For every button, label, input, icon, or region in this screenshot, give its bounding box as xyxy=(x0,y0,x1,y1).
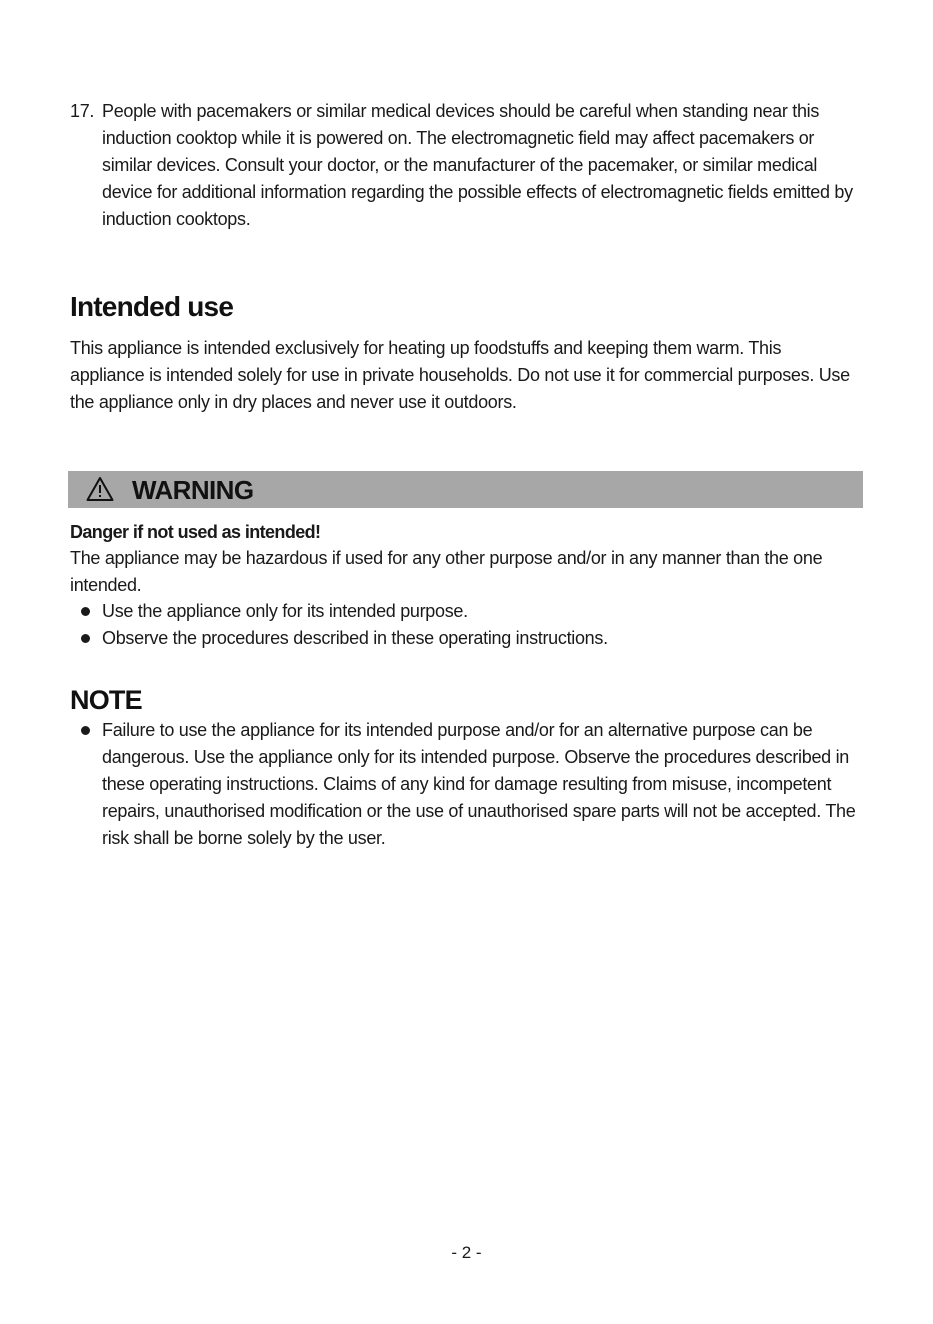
danger-text: The appliance may be hazardous if used for any other purpose and/or in any manner than the one intended. xyxy=(70,548,823,595)
warning-label: WARNING xyxy=(132,475,254,505)
bullet-text: Failure to use the appliance for its intended purpose and/or for an alternative purpose can be dangerous. Use the appliance only for its intended purpose. Observe the procedures described in these operating instructions. Claims of any kind for damage resulting from misuse, incompetent repairs, unauthorised modification or the use of unauthorised spare parts will not be accepted. The risk shall be borne solely by the user. xyxy=(102,720,856,848)
page-number: - 2 - xyxy=(451,1243,482,1262)
list-item xyxy=(70,598,860,625)
bullet-icon xyxy=(81,634,90,643)
note-heading: NOTE xyxy=(70,685,142,715)
list-item xyxy=(70,625,860,652)
warning-bullet-list xyxy=(70,598,860,652)
danger-title: Danger if not used as intended! xyxy=(70,522,321,542)
note-bullet-list xyxy=(70,717,865,852)
bullet-text: Observe the procedures described in these operating instructions. xyxy=(102,628,608,648)
bullet-icon xyxy=(81,726,90,735)
warning-banner xyxy=(68,471,863,508)
warning-triangle-icon xyxy=(86,476,114,502)
intended-use-text: This appliance is intended exclusively for heating up foodstuffs and keeping them warm. This appliance is intended solely for use in private households. Do not use it for commercial purposes. Use the appliance only in dry places and never use it outdoors. xyxy=(70,338,850,412)
bullet-text: Use the appliance only for its intended purpose. xyxy=(102,601,468,621)
bullet-icon xyxy=(81,607,90,616)
item-17-text: People with pacemakers or similar medical devices should be careful when standing near this induction cooktop while it is powered on. The electromagnetic field may affect pacemakers or similar devices. Consult your doctor, or the manufacturer of the pacemaker, or similar medical device for additional information regarding the possible effects of electromagnetic fields emitted by induction cooktops. xyxy=(102,101,853,229)
intended-use-heading: Intended use xyxy=(70,291,234,322)
item-number: 17. xyxy=(70,101,95,121)
list-item xyxy=(70,717,865,852)
